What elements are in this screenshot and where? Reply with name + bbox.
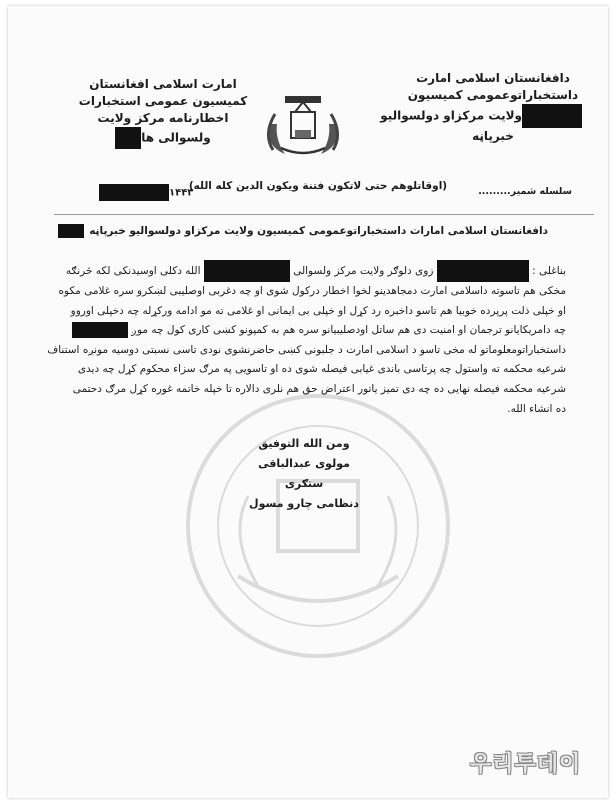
header-right-line4: خبرپاڼه [472, 129, 514, 143]
recipient-line: دافغانستان اسلامی امارات داستخباراتوعمومی کمیسیون ولایت مرکزاو دولسوالیو خبرپاڼه [148, 224, 548, 238]
header-right-line3: ولایت مرکزاو دولسوالیو [404, 104, 582, 128]
redaction-box [58, 224, 84, 238]
header-left-line1: امارت اسلامی افغانستان [89, 77, 237, 91]
header-left-line4: ولسوالی ها [68, 127, 258, 149]
header-right-line1: دافغانستان اسلامی امارت [416, 71, 570, 85]
redaction-box [115, 127, 141, 149]
body-line-4: چه دامریکایانو ترجمان او امنیت دی هم ساتل اودصلیبیانو سره هم به کمپونو کښی کاری کول چه موږ [18, 321, 566, 341]
header-right [380, 70, 582, 145]
signature-block [244, 434, 364, 514]
publisher-logo: 우리투데이 [470, 752, 582, 777]
date-field [96, 184, 193, 201]
body-line-5: داستخباراتومعلوماتو له مخی تاسو د اسلامی امارت د جلبونی کښی حاضرنشوی نودی تاسی نسبتی دوسیه مونږه استناف [47, 343, 566, 356]
serial-number-label: سلسله شمیر......... [478, 186, 572, 197]
body-line-7: شرعیه محکمه فیصله نهایی ده چه دی تمیز یاتور اعتراض حق هم نلری دالاره تا خپله خاتمه غوره کړل مرګ دحتمی [72, 382, 566, 395]
emirate-emblem-icon [255, 84, 351, 162]
body-line-8: ده انشاء الله. [507, 402, 566, 415]
header-left-line2: کمیسیون عمومی استخبارات [78, 94, 248, 108]
body-line-3: او خپلی ذلت پرپرده خوبیا هم تاسو داخبره رد کړل او خپلی بی ایمانی او غلامی ته مو ادامه ورکړله چه دخپلی اوروو [70, 304, 566, 317]
signature-title: دنظامی چارو مسول [249, 497, 359, 510]
redaction-box [437, 260, 529, 282]
date-year: ۱۴۴۳ [169, 187, 194, 199]
redaction-box [72, 322, 128, 338]
header-left-line3: اخطارنامه مرکز ولایت [97, 111, 229, 125]
document-page [8, 6, 608, 798]
redaction-box [99, 184, 169, 201]
body-line-6: شرعیه محکمه ته واستول چه پرتاسی باندی غیابی فیصله شوی ده او تاسویی په مرګ سزاء محکوم کړل چه دیدی [77, 363, 566, 376]
redaction-box [204, 260, 290, 282]
letter-body [18, 260, 566, 419]
watermark-seal-icon [178, 386, 458, 666]
redaction-box [522, 104, 582, 128]
body-line-2: مخکی هم تاسوته داسلامی امارت دمجاهدینو لخوا اخطار درکول شوی او چه دغربی اوصلیبی لښکرو سره غلامی مکوه [58, 285, 566, 297]
signature-line1: ومن الله التوفیق [258, 437, 350, 450]
header-right-line2: داستخباراتوعمومی کمیسیون [407, 88, 579, 102]
body-line-1: بناغلی : زوی دلوګر ولایت مرکز ولسوالی الله دکلی اوسیدنکی لکه څرنګه [18, 260, 566, 282]
header-left [68, 76, 258, 149]
header-divider [54, 214, 594, 215]
motto: (اوقاتلوهم حتی لاتکون فتنة ویکون الدین کله الله) [188, 180, 448, 192]
signature-name: مولوی عبدالباقی ستګری [258, 457, 350, 490]
